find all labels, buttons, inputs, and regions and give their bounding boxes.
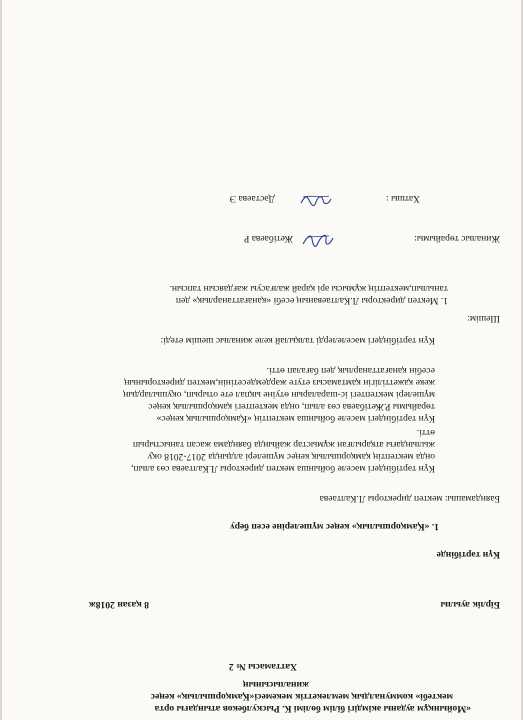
place: Бірлік ауылы [440,599,500,610]
paragraph-1-line-4: өтті. [416,427,435,438]
paragraph-2-line-2: төрайымы Р.Жетібаева сөз алып, онда мектептегі қамқоршылық кеңес [148,401,435,412]
paragraph-1-line-2: онда мектептің қамқоршылық кеңес мүшелері алдында 2017-2018 оқу [147,451,435,462]
decision-line-2: танылып,мектептің жұмысы әрі қарай жалғасуы жағдаясын тапсын. [169,283,448,294]
paragraph-3-line-1: Күн тәртібіндегі мәселелерді талқылай келе жиналыс шешім етеді: [160,335,435,346]
secretary-name: Дәстаева Э [229,193,275,204]
header-line-3: жиналысының [242,679,309,690]
chair-label: Жиналыс төрайымы: [414,233,500,244]
protocol-number: Хаттамасы № 2 [228,661,297,672]
paragraph-1-line-3: жылындағы атқарылған жұмыстар жайында баяндама жасап таныстырып [132,439,435,450]
paragraph-2-line-4: жеке қажеттілігін қамтамасыз етуге жәрдемдесетінін,мектеп директорының [124,377,435,388]
paragraph-1-line-1: Күн тәртібіндегі мәселе бойынша мектеп директоры Л.Калтаева сөз алып, [131,463,435,474]
decision-label: Шешім: [467,313,500,324]
chair-name: Жетібаева Р [243,233,293,244]
secretary-signature [299,194,333,208]
date: 8 қазан 2018ж [88,599,149,610]
chair-signature [301,234,335,248]
header-line-1: «Мойынқұм ауданы әкімдігі білім бөлімі К. Рыскулбеков атындағы орта [154,703,471,714]
agenda-item-1: 1. «Қамқоршылық» кеңес мүшелеріне есеп беру [229,521,439,532]
speaker: Баяндамашы: мектеп директоры Л.Калтаева [319,493,500,504]
secretary-label: Хатшы : [385,193,420,204]
paragraph-2-line-3: мүшелері мектептегі іс-шараларын өтуіне ықпал ете отырып, оқушылардың [123,389,435,400]
agenda-title: Күн тәртібінде [436,549,500,560]
decision-line-1: 1. Мектеп директоры Л.Калтаеваның есебі «қанағаттанарлық» деп [175,295,448,306]
header-line-2: мектебі» коммуналдық мемлекеттік мекемесі«Қамқоршылық» кеңес [150,691,453,702]
paragraph-2-line-5: есебін қанағаттанарлық деп бағалап өтті. [266,365,435,376]
paragraph-2-line-1: Күн тәртібіндегі мәселе бойынша мектептің «Қамқоршылық кеңес» [156,413,435,424]
